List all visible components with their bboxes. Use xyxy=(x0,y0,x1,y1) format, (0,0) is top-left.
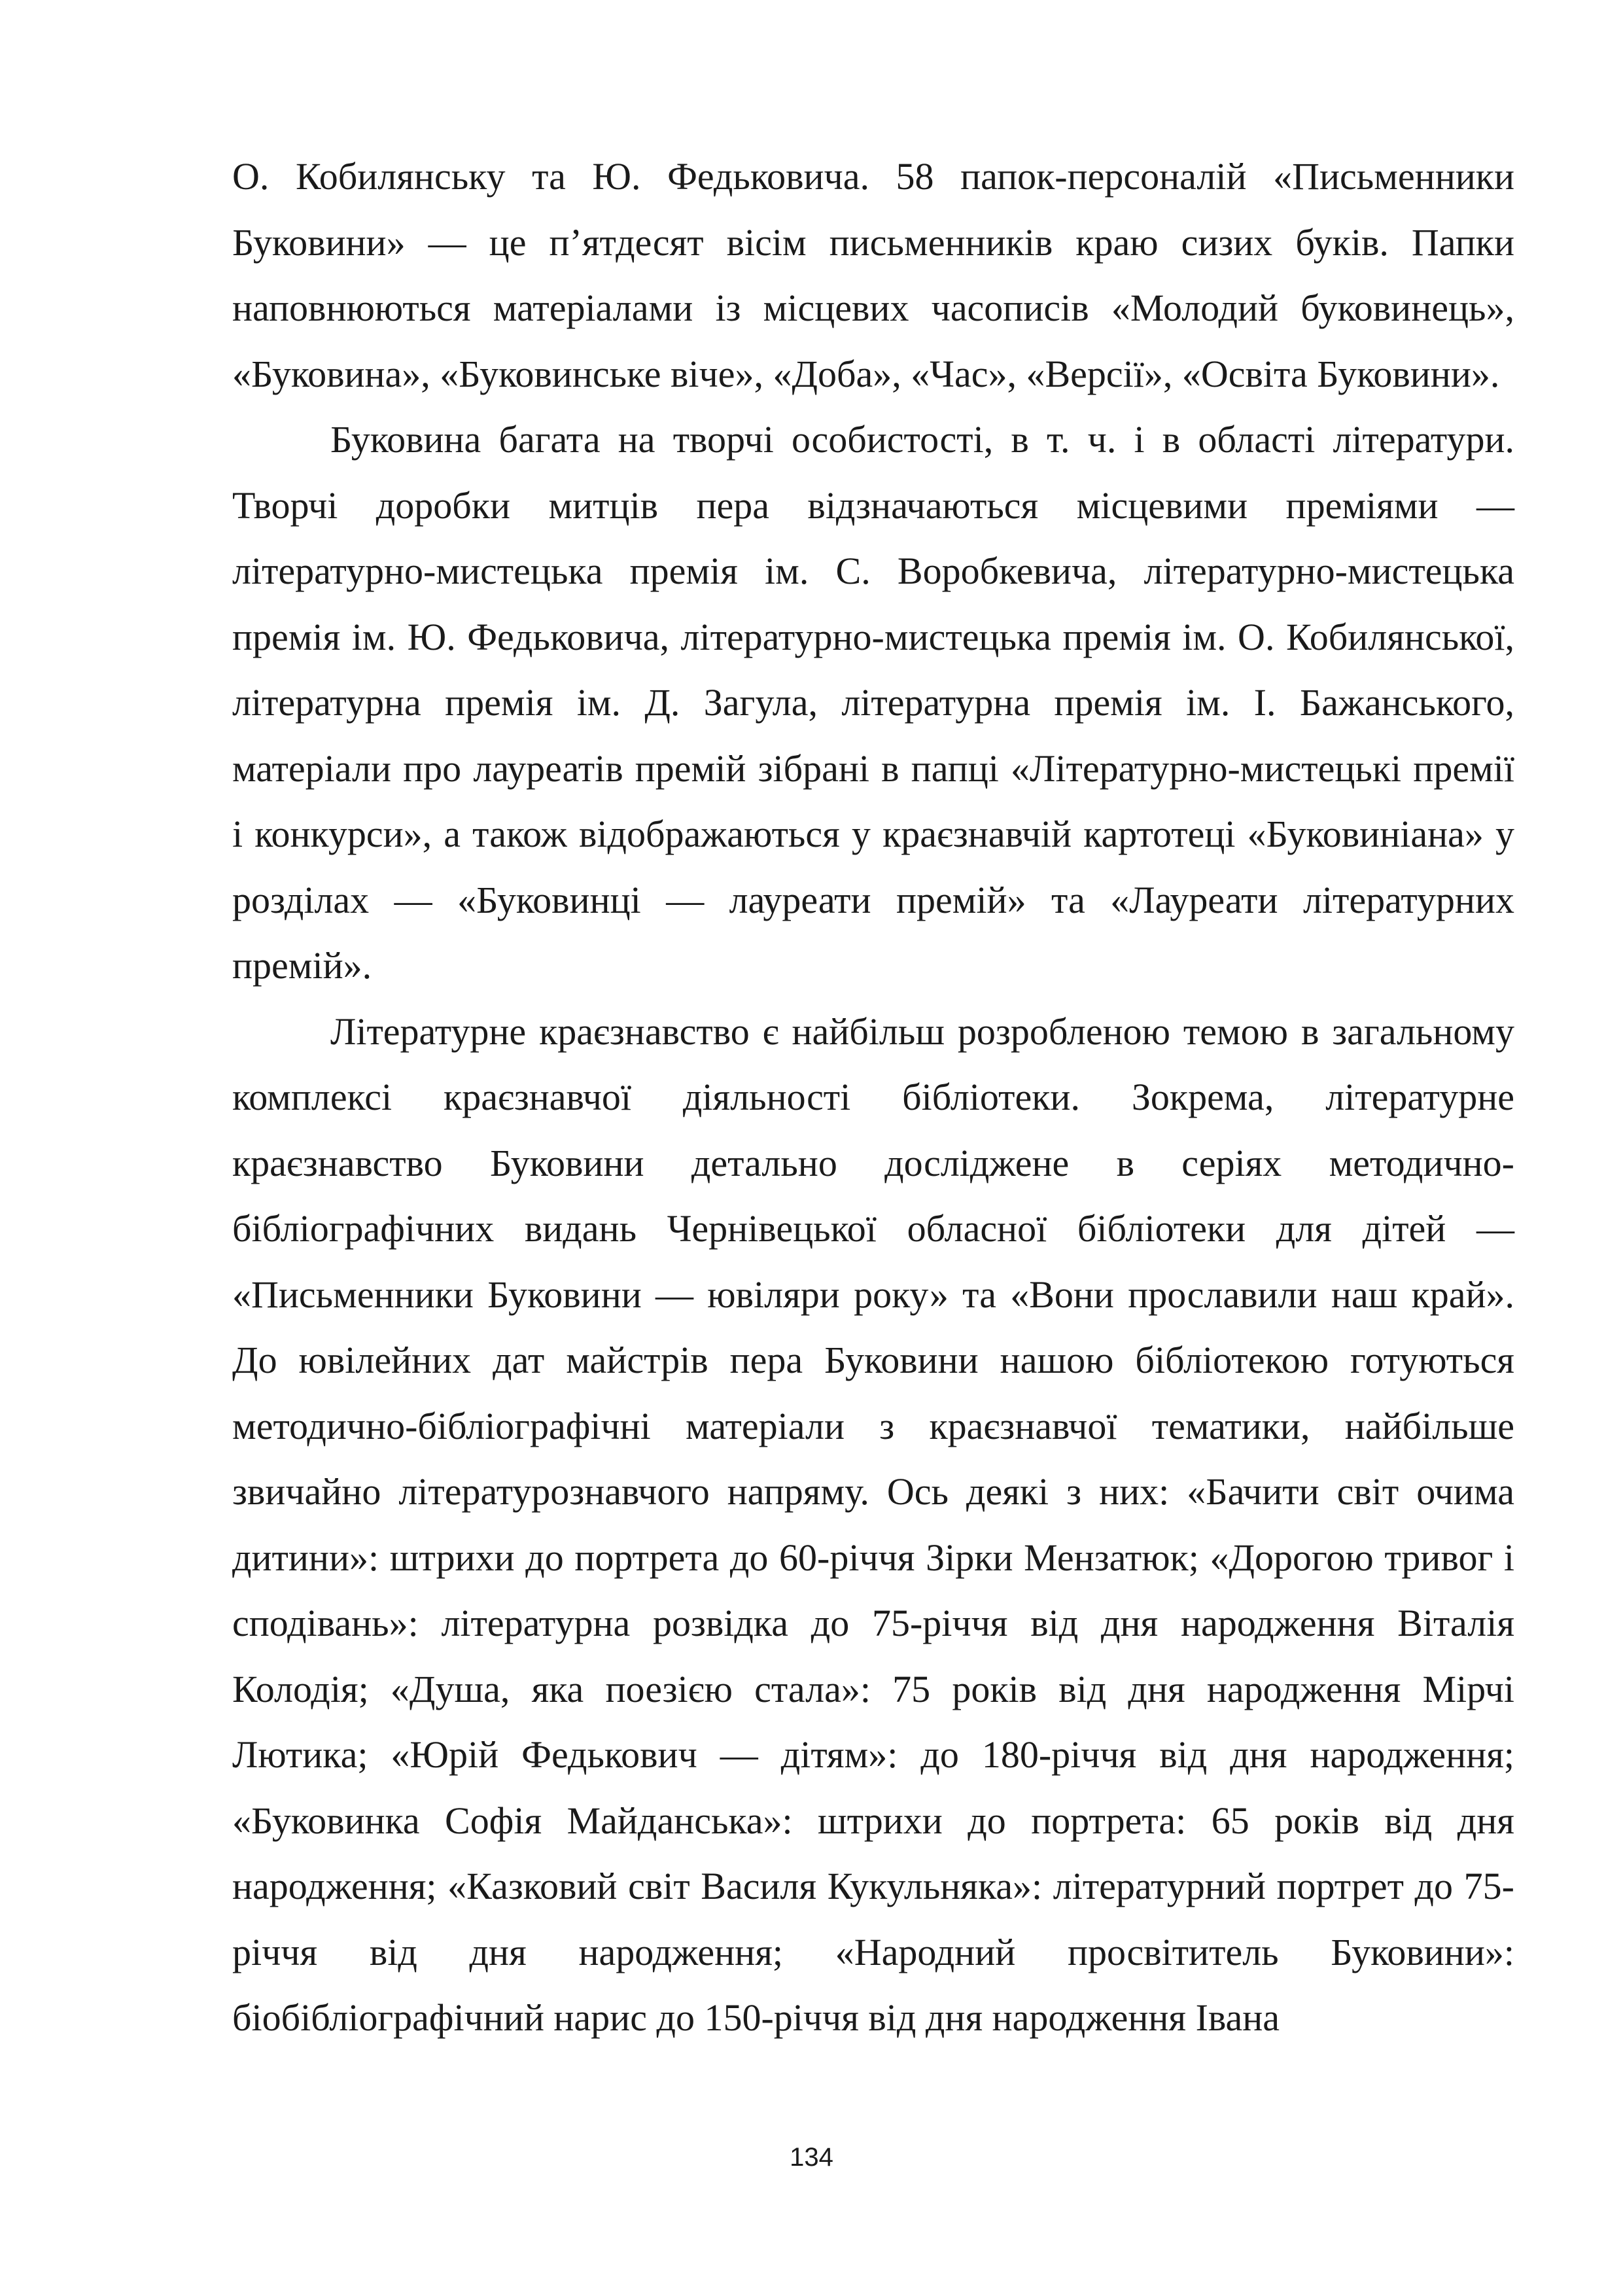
page-number: 134 xyxy=(790,2143,833,2172)
body-text xyxy=(232,144,1514,2051)
paragraph-continued: О. Кобилянську та Ю. Федьковича. 58 папок-персоналій «Письменники Буковини» — це п’ятдесят вісім письменників краю сизих буків. Папки наповнюються матеріалами із місцевих часописів «Молодий буковинець», «Буковина», «Буковинське віче», «Доба», «Час», «Версії», «Освіта Буковини». xyxy=(232,155,1514,395)
paragraph-literary-prizes: Буковина багата на творчі особистості, в т. ч. і в області літератури. Творчі доробки митців пера відзначаються місцевими преміями — літературно-мистецька премія ім. С. Воробкевича, літературно-мистецька премія ім. Ю. Федьковича, літературно-мистецька премія ім. О. Кобилянської, літературна премія ім. Д. Загула, літературна премія ім. І. Бажанського, матеріали про лауреатів премій зібрані в папці «Літературно-мистецькі премії і конкурси», а також відображаються у краєзнавчій картотеці «Буковиніана» у розділах — «Буковинці — лауреати премій» та «Лауреати літературних премій». xyxy=(232,418,1514,987)
paragraph-literary-local-history: Літературне краєзнавство є найбільш розробленою темою в загальному комплексі краєзнавчої діяльності бібліотеки. Зокрема, літературне краєзнавство Буковини детально досліджене в серіях методично-бібліографічних видань Чернівецької обласної бібліотеки для дітей — «Письменники Буковини — ювіляри року» та «Вони прославили наш край». До ювілейних дат майстрів пера Буковини нашою бібліотекою готуються методично-бібліографічні матеріали з краєзнавчої тематики, найбільше звичайно літературознавчого напряму. Ось деякі з них: «Бачити світ очима дитини»: штрихи до портрета до 60-річчя Зірки Мензатюк; «Дорогою тривог і сподівань»: літературна розвідка до 75-річчя від дня народження Віталія Колодія; «Душа, яка поезією стала»: 75 років від дня народження Мірчі Лютика; «Юрій Федькович — дітям»: до 180-річчя від дня народження; «Буковинка Софія Майданська»: штрихи до портрета: 65 років від дня народження; «Казковий світ Василя Кукульняка»: літературний портрет до 75-річчя від дня народження; «Народний просвітитель Буковини»: біобібліографічний нарис до 150-річчя від дня народження Івана xyxy=(232,1010,1514,2039)
